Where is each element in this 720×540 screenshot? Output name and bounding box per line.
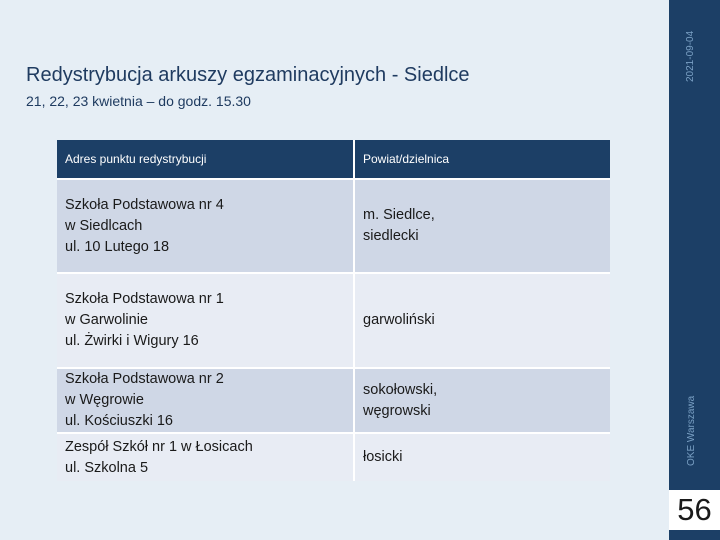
address-cell: [57, 433, 354, 481]
table-header-row: [57, 140, 610, 179]
district-line: łosicki: [363, 449, 403, 465]
slide-title: Redystrybucja arkuszy egzaminacyjnych - Siedlce: [26, 64, 470, 86]
district-line: węgrowski: [363, 402, 431, 419]
address-line: w Garwolinie: [65, 312, 148, 328]
table-row: [57, 433, 610, 481]
address-cell: [57, 179, 354, 273]
address-line: Szkoła Podstawowa nr 2: [65, 371, 224, 387]
address-cell: [57, 368, 354, 433]
address-line: Zespół Szkół nr 1 w Łosicach: [65, 438, 253, 455]
page-number: 56: [669, 490, 720, 530]
table-row: [57, 368, 610, 433]
header-address: Adres punktu redystrybucji: [57, 140, 354, 179]
district-line: garwoliński: [363, 312, 435, 328]
redistribution-table: [57, 140, 610, 481]
address-line: w Węgrowie: [65, 392, 144, 408]
address-line: ul. Szkolna 5: [65, 459, 149, 476]
table-row: [57, 273, 610, 368]
address-line: Szkoła Podstawowa nr 4: [65, 196, 224, 213]
address-line: w Siedlcach: [65, 217, 143, 234]
district-cell: [354, 273, 610, 368]
district-line: m. Siedlce,: [363, 207, 435, 223]
district-line: sokołowski,: [363, 381, 438, 398]
district-line: siedlecki: [363, 228, 419, 244]
district-cell: [354, 179, 610, 273]
organization-label: OKE Warszawa: [686, 395, 697, 466]
slide-date: 2021-09-04: [685, 30, 696, 82]
address-line: ul. Żwirki i Wigury 16: [65, 333, 199, 349]
slide-subtitle: 21, 22, 23 kwietnia – do godz. 15.30: [26, 93, 251, 109]
header-district: Powiat/dzielnica: [354, 140, 610, 179]
address-line: Szkoła Podstawowa nr 1: [65, 291, 224, 307]
address-cell: [57, 273, 354, 368]
address-line: ul. Kościuszki 16: [65, 413, 173, 429]
district-cell: [354, 433, 610, 481]
address-line: ul. 10 Lutego 18: [65, 238, 170, 255]
table-row: [57, 179, 610, 273]
district-cell: [354, 368, 610, 433]
